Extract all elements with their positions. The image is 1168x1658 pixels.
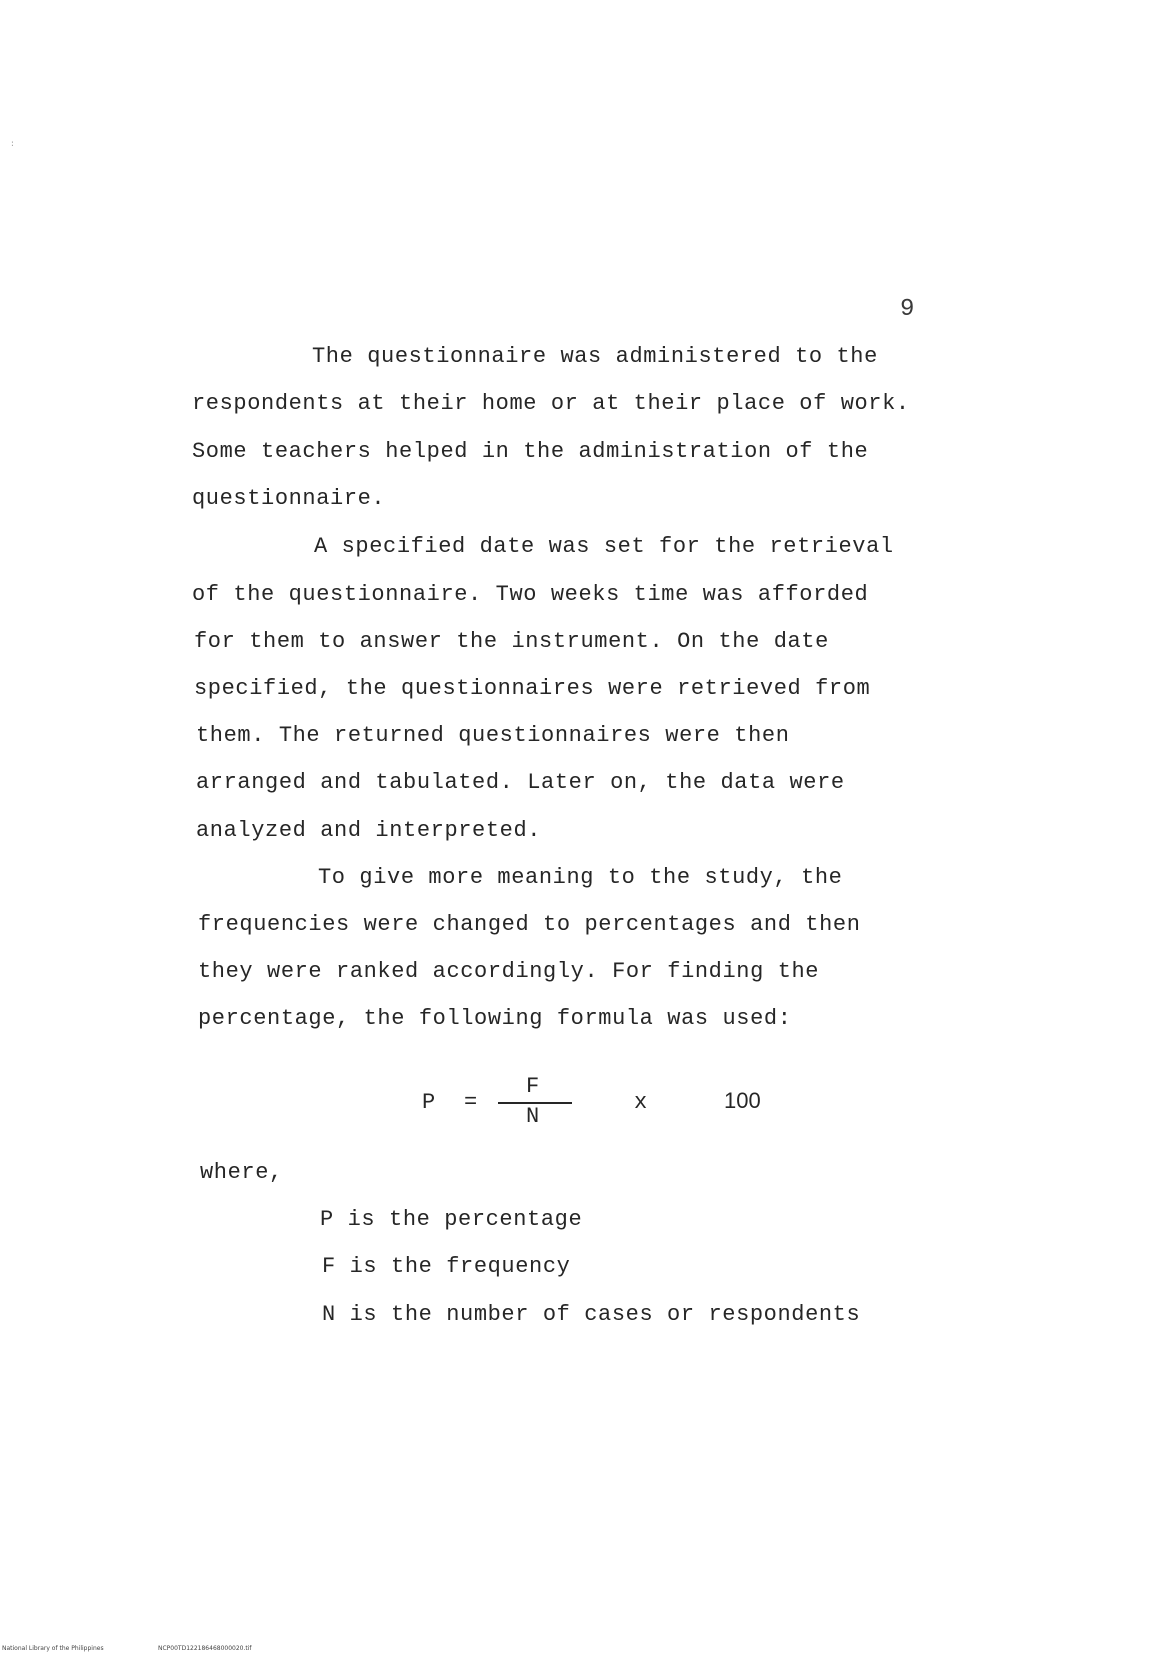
formula-times: x: [634, 1090, 648, 1115]
formula-denominator: N: [526, 1104, 540, 1129]
paragraph-2-line-2: of the questionnaire. Two weeks time was afforded: [192, 582, 869, 607]
footer-library: National Library of the Philippines: [2, 1645, 104, 1652]
formula-lhs: P: [422, 1090, 436, 1115]
where-label: where,: [200, 1160, 283, 1185]
paragraph-1-line-2: respondents at their home or at their place of work.: [192, 391, 910, 416]
paragraph-2-line-7: analyzed and interpreted.: [196, 818, 542, 843]
paragraph-2-line-3: for them to answer the instrument. On the date: [194, 629, 829, 654]
paragraph-1-line-3: Some teachers helped in the administration of the: [192, 439, 869, 464]
scan-margin-mark: :: [10, 140, 15, 149]
page-number: 9: [900, 296, 915, 323]
formula-numerator: F: [526, 1074, 540, 1099]
paragraph-3-line-1: To give more meaning to the study, the: [318, 865, 843, 890]
formula-multiplier: 100: [724, 1088, 761, 1113]
paragraph-3-line-3: they were ranked accordingly. For finding the: [198, 959, 820, 984]
paragraph-2-line-6: arranged and tabulated. Later on, the data were: [196, 770, 845, 795]
footer-file-id: NCP00TD122186468000020.tif: [158, 1645, 252, 1652]
formula-equals: =: [464, 1090, 478, 1115]
definition-f: F is the frequency: [322, 1254, 571, 1279]
paragraph-3-line-4: percentage, the following formula was used:: [198, 1006, 792, 1031]
paragraph-1-line-4: questionnaire.: [192, 486, 386, 511]
paragraph-3-line-2: frequencies were changed to percentages and then: [198, 912, 861, 937]
definition-p: P is the percentage: [320, 1207, 583, 1232]
paragraph-2-line-4: specified, the questionnaires were retrieved from: [194, 676, 871, 701]
paragraph-2-line-5: them. The returned questionnaires were then: [196, 723, 790, 748]
definition-n: N is the number of cases or respondents: [322, 1302, 861, 1327]
paragraph-2-line-1: A specified date was set for the retrieval: [314, 534, 894, 559]
percentage-formula: [418, 1074, 778, 1134]
paragraph-1-line-1: The questionnaire was administered to the: [312, 344, 878, 369]
